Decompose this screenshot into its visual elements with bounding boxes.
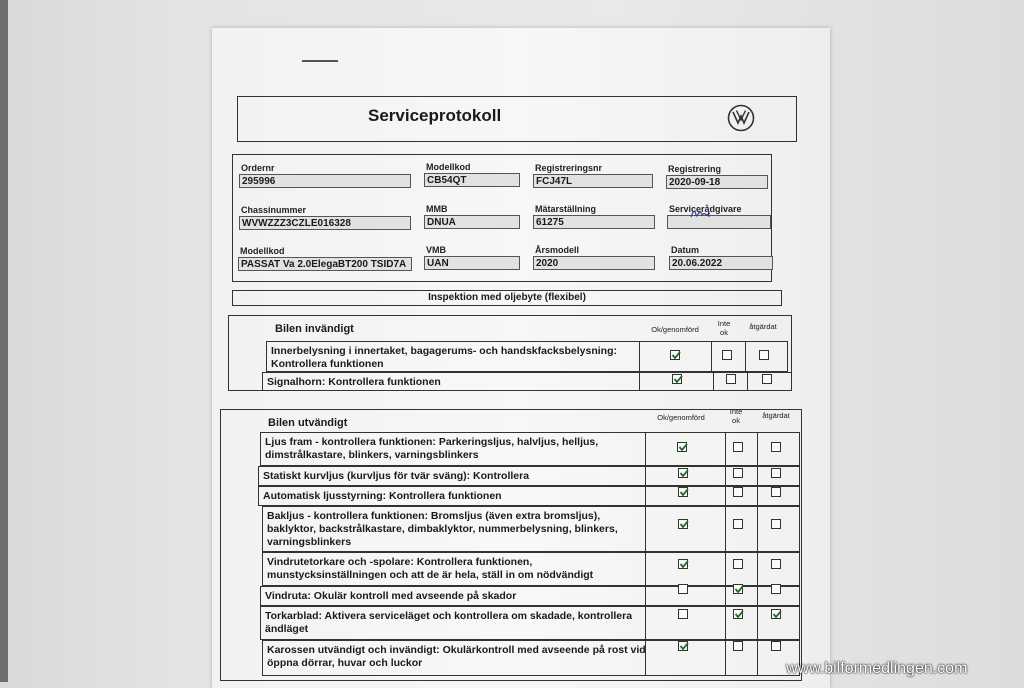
section-title-invandigt: Bilen invändigt	[275, 323, 354, 335]
table-row	[258, 486, 800, 506]
table-row	[262, 506, 800, 552]
mmb-label: MMB	[426, 204, 448, 214]
checkbox-inte[interactable]	[733, 559, 743, 569]
serviceradgivare-label: Servicerådgivare	[669, 204, 742, 214]
checkbox-ok[interactable]	[678, 468, 688, 478]
checkbox-atgardat[interactable]	[771, 519, 781, 529]
checkbox-ok[interactable]	[678, 584, 688, 594]
row-text: Vindrutetorkare och -spolare: Kontrollera funktionen, munstycksinställningen och att de är hela, ställ in om nödvändigt	[267, 556, 594, 581]
datum-value: 20.06.2022	[669, 256, 773, 270]
ordernr-value: 295996	[239, 174, 411, 188]
title-box	[237, 96, 797, 142]
arsmodell-value: 2020	[533, 256, 655, 270]
col-inte-header-2: Inte ok	[729, 407, 743, 425]
checkbox-atgardat[interactable]	[771, 487, 781, 497]
matarstallning-label: Mätarställning	[535, 204, 597, 214]
checkbox-ok[interactable]	[672, 374, 682, 384]
table-row	[262, 372, 792, 391]
modellkod-label: Modellkod	[240, 246, 285, 256]
row-text: Bakljus - kontrollera funktionen: Bromsljus (även extra bromsljus), baklyktor, backstrålkastare, dimbaklyktor, nummerbelysning, blinkers, varningsblinkers	[267, 510, 618, 548]
col-ok-header: Ok/genomförd	[651, 325, 699, 334]
checkbox-ok[interactable]	[678, 519, 688, 529]
checkbox-inte[interactable]	[722, 350, 732, 360]
checkbox-inte[interactable]	[733, 468, 743, 478]
checkbox-inte[interactable]	[726, 374, 736, 384]
checkbox-ok[interactable]	[678, 609, 688, 619]
row-text: Innerbelysning i innertaket, bagagerums- och handskfacksbelysning: Kontrollera funktionen	[271, 345, 618, 370]
col-ok-header-2: Ok/genomförd	[657, 413, 705, 422]
checkbox-inte[interactable]	[733, 609, 743, 619]
col-atgardat-header-2: åtgärdat	[762, 411, 790, 420]
checkbox-inte[interactable]	[733, 641, 743, 651]
checkbox-inte[interactable]	[733, 519, 743, 529]
watermark: www.bilformedlingen.com	[786, 660, 968, 677]
checkbox-ok[interactable]	[678, 487, 688, 497]
col-inte-header: Inte ok	[717, 319, 731, 337]
modellkod-value: PASSAT Va 2.0ElegaBT200 TSID7A	[238, 257, 412, 271]
top-dash-mark	[302, 60, 338, 62]
table-row	[262, 640, 800, 676]
signature-scribble	[688, 203, 718, 223]
row-text: Karossen utvändigt och invändigt: Okulärkontroll med avseende på rost vid öppna dörrar, huvar och luckor	[267, 644, 646, 669]
checkbox-atgardat[interactable]	[771, 442, 781, 452]
checkbox-atgardat[interactable]	[771, 468, 781, 478]
checkbox-atgardat[interactable]	[771, 641, 781, 651]
table-row	[260, 432, 800, 466]
checkbox-atgardat[interactable]	[759, 350, 769, 360]
table-row	[262, 552, 800, 586]
row-text: Torkarblad: Aktivera serviceläget och kontrollera om skadade, kontrollera ändläget	[265, 610, 633, 635]
inspection-title: Inspektion med oljebyte (flexibel)	[232, 290, 782, 306]
registrering-label: Registrering	[668, 164, 722, 174]
checkbox-ok[interactable]	[670, 350, 680, 360]
arsmodell-label: Årsmodell	[535, 245, 580, 255]
modellkod-top-label: Modellkod	[426, 162, 471, 172]
checkbox-atgardat[interactable]	[771, 609, 781, 619]
page-title: Serviceprotokoll	[368, 106, 502, 125]
registreringsnr-value: FCJ47L	[533, 174, 653, 188]
row-text: Automatisk ljusstyrning: Kontrollera funktionen	[263, 490, 502, 502]
checkbox-atgardat[interactable]	[771, 559, 781, 569]
chassinummer-label: Chassinummer	[241, 205, 307, 215]
row-text: Statiskt kurvljus (kurvljus för tvär sväng): Kontrollera	[263, 470, 530, 482]
col-atgardat-header: åtgärdat	[749, 322, 777, 331]
table-row	[266, 341, 788, 372]
checkbox-ok[interactable]	[678, 641, 688, 651]
table-row	[260, 586, 800, 606]
row-text: Signalhorn: Kontrollera funktionen	[267, 376, 441, 388]
row-text: Ljus fram - kontrollera funktionen: Parkeringsljus, halvljus, helljus, dimstrålkastare, blinkers, varningsblinkers	[265, 436, 599, 461]
checkbox-atgardat[interactable]	[762, 374, 772, 384]
registreringsnr-label: Registreringsnr	[535, 163, 603, 173]
ordernr-label: Ordernr	[241, 163, 275, 173]
vmb-label: VMB	[426, 245, 446, 255]
section-title-utvandigt: Bilen utvändigt	[268, 417, 348, 429]
matarstallning-value: 61275	[533, 215, 655, 229]
checkbox-ok[interactable]	[677, 442, 687, 452]
chassinummer-value: WVWZZZ3CZLE016328	[239, 216, 411, 230]
mmb-value: DNUA	[424, 215, 520, 229]
row-text: Vindruta: Okulär kontroll med avseende på skador	[265, 590, 517, 602]
vmb-value: UAN	[424, 256, 520, 270]
background-edge	[0, 0, 8, 682]
checkbox-inte[interactable]	[733, 442, 743, 452]
checkbox-inte[interactable]	[733, 487, 743, 497]
registrering-value: 2020-09-18	[666, 175, 768, 189]
datum-label: Datum	[671, 245, 700, 255]
modellkod-top-value: CB54QT	[424, 173, 520, 187]
serviceradgivare-value	[667, 215, 771, 229]
checkbox-inte[interactable]	[733, 584, 743, 594]
table-row	[260, 606, 800, 640]
table-row	[258, 466, 800, 486]
checkbox-ok[interactable]	[678, 559, 688, 569]
vw-logo-icon	[727, 104, 755, 132]
checkbox-atgardat[interactable]	[771, 584, 781, 594]
